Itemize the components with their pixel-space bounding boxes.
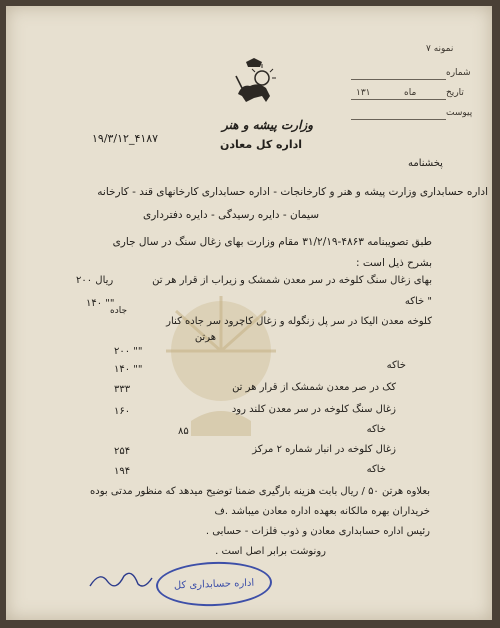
item-row-9: زغال کلوخه در انبار شماره ۲ مرکز — [252, 444, 396, 455]
item-price-4: ۲۰۰ "" — [114, 346, 143, 357]
item-price-6: ۳۳۳ — [114, 384, 131, 395]
item-row-3: کلوخه معدن الیکا در سر پل زنگوله و زغال کاچرود سر جاده کنار — [166, 316, 432, 327]
intro-text: طبق تصویبنامه ۴۸۶۳-۳۱/۲/۱۹ مقام وزارت بهای زغال سنگ در سال جاری — [112, 236, 432, 248]
office-name: اداره کل معادن — [220, 138, 303, 151]
office-stamp — [155, 560, 272, 608]
item-price-5: ۱۴۰ "" — [114, 364, 143, 375]
handwritten-signature — [86, 566, 156, 594]
date-field-line — [351, 99, 446, 100]
month-label: ماه — [404, 88, 417, 98]
copy-note: رونوشت برابر اصل است . — [215, 546, 326, 557]
watermark-emblem — [156, 291, 286, 441]
item-price-2: ۱۴۰ "" — [86, 298, 115, 309]
number-field-line — [351, 79, 446, 80]
enclosure-label: پیوست — [446, 108, 473, 118]
date-label: تاریخ — [446, 88, 464, 98]
year-value: ۱۳۱ — [356, 88, 371, 98]
intro-text-2: بشرح ذیل است : — [356, 257, 432, 269]
recipients-line-1: اداره حسابداری وزارت پیشه و هنر و کارخانجات - اداره حسابداری کارخانهای قند - کارخانه — [97, 186, 488, 198]
day-label: پخشنامه — [408, 158, 443, 169]
item-row-1: بهای زغال سنگ کلوخه در سر معدن شمشک و زیراب از قرار هر تن — [152, 275, 432, 286]
item-price-9: ۲۵۴ — [114, 446, 131, 457]
item-row-7: زغال سنگ کلوخه در سر معدن کلند رود — [231, 404, 396, 415]
letter-paper — [6, 6, 492, 620]
item-row-4: هرتن — [194, 332, 216, 343]
item-row-5: خاکه — [386, 360, 406, 371]
item-price-7: ۱۶۰ — [114, 406, 131, 417]
item-price-1: ۲۰۰ ریال — [76, 275, 114, 286]
ministry-name: وزارت پیشه و هنر — [222, 118, 314, 132]
note-line-2: خریداران بهره مالکانه بعهده اداره معادن میباشد .ف — [214, 506, 430, 517]
enclosure-field-line — [351, 119, 446, 120]
item-price-10: ۱۹۴ — [114, 466, 131, 477]
item-row-2: " خاکه — [404, 296, 432, 307]
signatory-line: رئیس اداره حسابداری معادن و ذوب فلزات - حسابی . — [205, 526, 430, 537]
note-line-1: بعلاوه هرتن ۵۰ / ریال بابت هزینه بارگیری ضمنا توضیح میدهد که منظور مدتی بوده — [90, 486, 430, 497]
item-price-3: جاده — [110, 306, 128, 316]
lion-and-sun-emblem-icon — [228, 58, 280, 108]
number-label: شماره — [446, 68, 471, 78]
item-price-8: ۸۵ — [178, 426, 189, 437]
form-number: نمونه ۷ — [426, 44, 454, 54]
recipients-line-2: سیمان - دایره رسیدگی - دایره دفترداری — [142, 209, 319, 221]
reference-number: ۱۹/۳/۱۲_۴۱۸۷ — [92, 132, 159, 145]
item-row-8: خاکه — [366, 424, 386, 435]
stamp-label: اداره حسابداری کل — [173, 577, 255, 591]
item-row-10: خاکه — [366, 464, 386, 475]
item-row-6: کک در صر معدن شمشک از قرار هر تن — [232, 382, 396, 393]
